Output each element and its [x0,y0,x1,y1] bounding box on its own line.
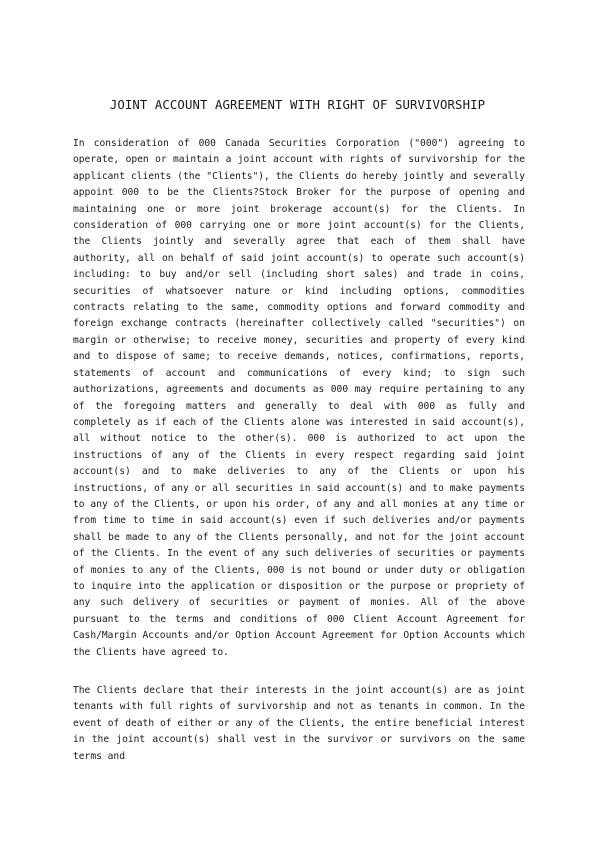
body-paragraph-consideration: In consideration of 000 Canada Securities Corporation ("000") agreeing to operate, open or maintain a joint account with rights of survivorship for the applicant clients (the "Clients"), the Clients do hereby jointly and severally appoint 000 to be the Clients?Stock Broker for the purpose of opening and maintaining one or more joint brokerage account(s) for the Clients. In consideration of 000 carrying one or more joint account(s) for the Clients, the Clients jointly and severally agree that each of them shall have authority, all on behalf of said joint account(s) to operate such account(s) including: to buy and/or sell (including short sales) and trade in coins, securities of whatsoever nature or kind including options, commodities contracts relating to the same, commodity options and forward commodity and foreign exchange contracts (hereinafter collectively called "securities") on margin or otherwise; to receive money, securities and property of every kind and to dispose of same; to receive demands, notices, confirmations, reports, statements of account and communications of every kind; to sign such authorizations, agreements and documents as 000 may require pertaining to any of the foregoing matters and generally to deal with 000 as fully and completely as if each of the Clients alone was interested in said account(s), all without notice to the other(s). 000 is authorized to act upon the instructions of any of the Clients in every respect regarding said joint account(s) and to make deliveries to any of the Clients or upon his instructions, of any or all securities in said account(s) and to make payments to any of the Clients, or upon his order, of any and all monies at any time or from time to time in said account(s) even if such deliveries and/or payments shall be made to any of the Clients personally, and not for the joint account of the Clients. In the event of any such deliveries of securities or payments of monies to any of the Clients, 000 is not bound or under duty or obligation to inquire into the application or disposition or the purpose or propriety of any such delivery of securities or payment of monies. All of the above pursuant to the terms and conditions of 000 Client Account Agreement for Cash/Margin Accounts and/or Option Account Agreement for Option Accounts which the Clients have agreed to. [73,138,525,658]
body-paragraph-joint-tenancy: The Clients declare that their interests in the joint account(s) are as joint tenants with full rights of survivorship and not as tenants in common. In the event of death of either or any of the Clients, the entire beneficial interest in the joint account(s) shall vest in the survivor or survivors on the same terms and [73,685,525,762]
document-title: JOINT ACCOUNT AGREEMENT WITH RIGHT OF SURVIVORSHIP [109,98,486,112]
